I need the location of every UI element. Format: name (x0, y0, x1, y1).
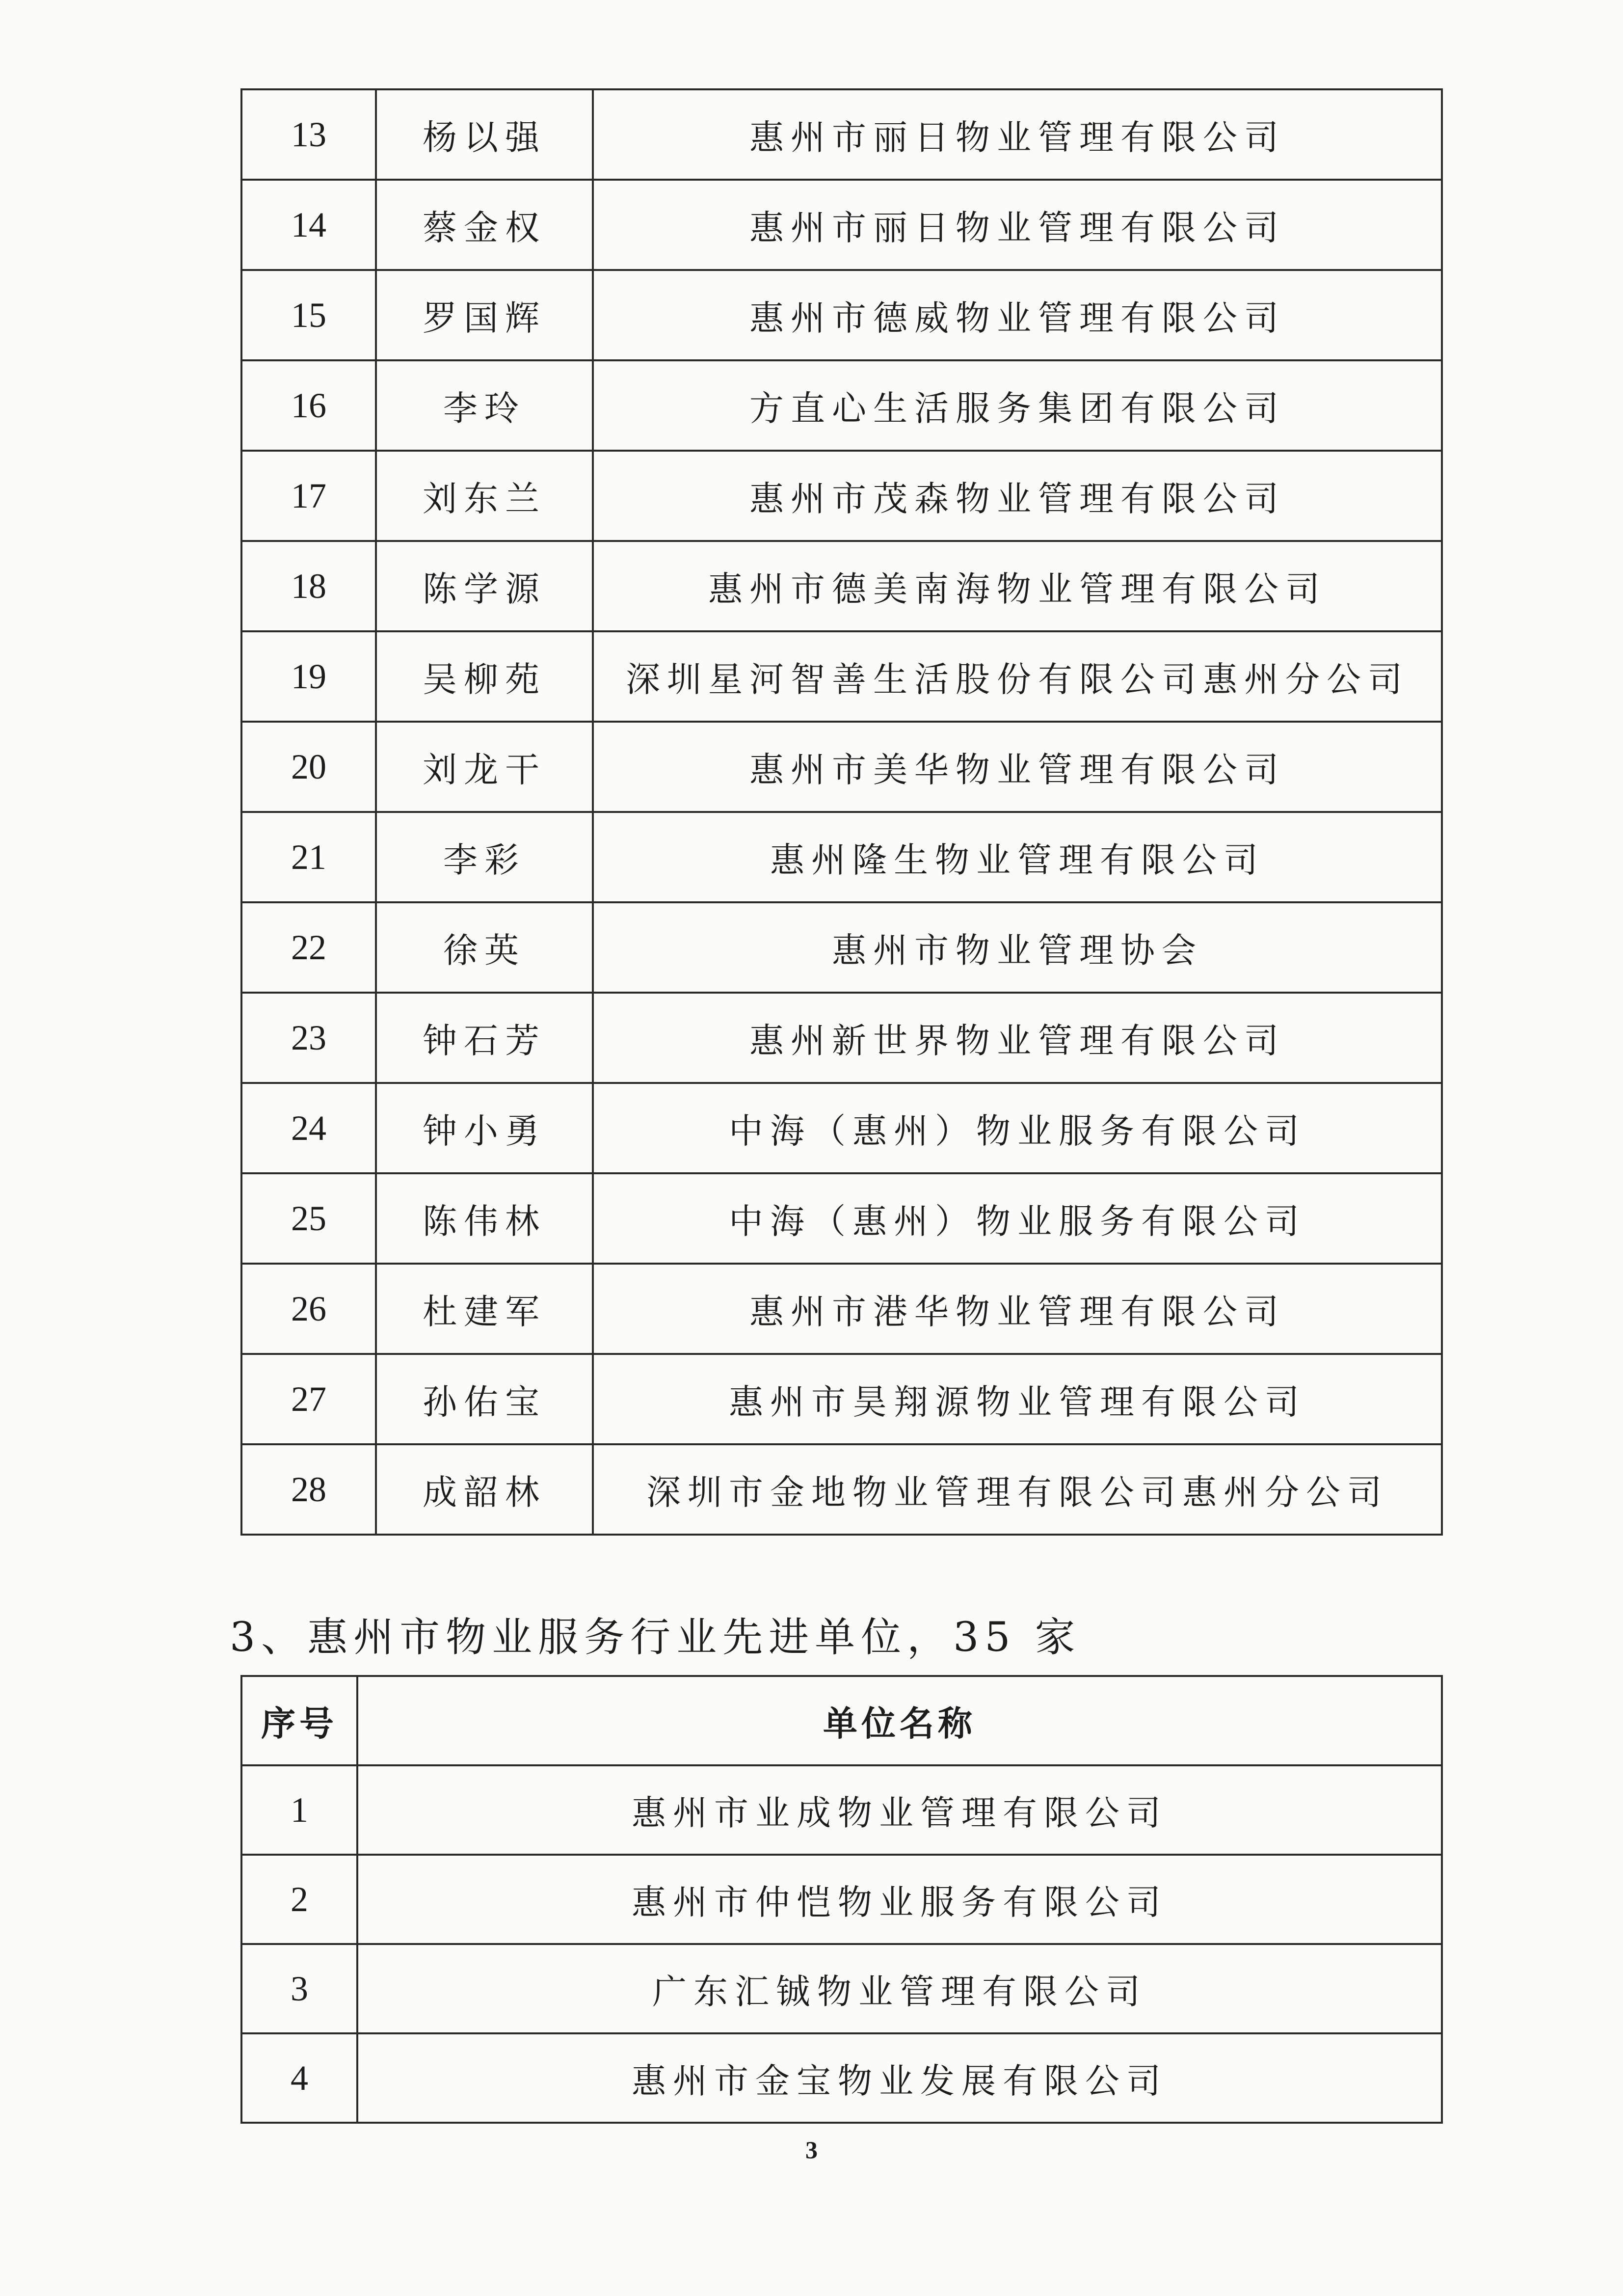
person-name: 吴柳苑 (376, 631, 593, 722)
table-row (241, 1444, 1442, 1535)
company-name: 惠州市物业管理协会 (593, 902, 1442, 993)
person-name: 李彩 (376, 812, 593, 902)
person-name: 钟小勇 (376, 1083, 593, 1173)
row-number: 3 (241, 1944, 357, 2033)
row-number: 24 (241, 1083, 376, 1173)
table-row (241, 993, 1442, 1083)
company-name: 惠州市丽日物业管理有限公司 (593, 180, 1442, 270)
row-number: 28 (241, 1444, 376, 1535)
company-name: 惠州市德威物业管理有限公司 (593, 270, 1442, 360)
row-number: 17 (241, 451, 376, 541)
table-row (241, 1264, 1442, 1354)
company-name: 惠州隆生物业管理有限公司 (593, 812, 1442, 902)
table-row (241, 902, 1442, 993)
company-name: 惠州市昊翔源物业管理有限公司 (593, 1354, 1442, 1444)
table-row (241, 1083, 1442, 1173)
person-name: 徐英 (376, 902, 593, 993)
person-name: 杜建军 (376, 1264, 593, 1354)
company-name: 惠州市丽日物业管理有限公司 (593, 89, 1442, 180)
unit-name: 惠州市仲恺物业服务有限公司 (357, 1855, 1442, 1944)
table-row (241, 631, 1442, 722)
table-row (241, 451, 1442, 541)
person-name: 成韶林 (376, 1444, 593, 1535)
individual-honor-table-body (241, 89, 1442, 1535)
table-row (241, 1855, 1442, 1944)
company-name: 惠州市茂森物业管理有限公司 (593, 451, 1442, 541)
table-row (241, 1354, 1442, 1444)
individual-honor-table (240, 88, 1443, 1536)
company-name: 惠州新世界物业管理有限公司 (593, 993, 1442, 1083)
table-row (241, 2033, 1442, 2123)
page-number: 3 (805, 2136, 818, 2163)
row-number: 23 (241, 993, 376, 1083)
row-number: 13 (241, 89, 376, 180)
person-name: 蔡金权 (376, 180, 593, 270)
row-number: 2 (241, 1855, 357, 1944)
person-name: 钟石芳 (376, 993, 593, 1083)
row-number: 18 (241, 541, 376, 631)
row-number: 25 (241, 1173, 376, 1264)
row-number: 15 (241, 270, 376, 360)
row-number: 19 (241, 631, 376, 722)
person-name: 刘东兰 (376, 451, 593, 541)
table-row (241, 1944, 1442, 2033)
row-number: 26 (241, 1264, 376, 1354)
header-unit-name: 单位名称 (357, 1676, 1442, 1765)
row-number: 16 (241, 360, 376, 451)
company-name: 惠州市港华物业管理有限公司 (593, 1264, 1442, 1354)
table-row (241, 89, 1442, 180)
company-name: 深圳市金地物业管理有限公司惠州分公司 (593, 1444, 1442, 1535)
table-row (241, 270, 1442, 360)
table-row (241, 541, 1442, 631)
table-row (241, 180, 1442, 270)
row-number: 14 (241, 180, 376, 270)
row-number: 27 (241, 1354, 376, 1444)
person-name: 刘龙干 (376, 722, 593, 812)
row-number: 22 (241, 902, 376, 993)
row-number: 20 (241, 722, 376, 812)
company-name: 中海（惠州）物业服务有限公司 (593, 1173, 1442, 1264)
company-name: 惠州市美华物业管理有限公司 (593, 722, 1442, 812)
person-name: 杨以强 (376, 89, 593, 180)
company-name: 深圳星河智善生活股份有限公司惠州分公司 (593, 631, 1442, 722)
table-row (241, 812, 1442, 902)
advanced-units-table (240, 1675, 1443, 2124)
table-row (241, 1173, 1442, 1264)
company-name: 方直心生活服务集团有限公司 (593, 360, 1442, 451)
person-name: 李玲 (376, 360, 593, 451)
person-name: 罗国辉 (376, 270, 593, 360)
row-number: 1 (241, 1765, 357, 1855)
row-number: 4 (241, 2033, 357, 2123)
unit-name: 惠州市金宝物业发展有限公司 (357, 2033, 1442, 2123)
person-name: 陈学源 (376, 541, 593, 631)
company-name: 惠州市德美南海物业管理有限公司 (593, 541, 1442, 631)
person-name: 陈伟林 (376, 1173, 593, 1264)
person-name: 孙佑宝 (376, 1354, 593, 1444)
table-row (241, 722, 1442, 812)
unit-name: 惠州市业成物业管理有限公司 (357, 1765, 1442, 1855)
company-name: 中海（惠州）物业服务有限公司 (593, 1083, 1442, 1173)
unit-name: 广东汇铖物业管理有限公司 (357, 1944, 1442, 2033)
table-header-row (241, 1676, 1442, 1765)
section-3-heading: 3、惠州市物业服务行业先进单位，35 家 (230, 1614, 1081, 1661)
advanced-units-table-body (241, 1765, 1442, 2123)
table-row (241, 1765, 1442, 1855)
row-number: 21 (241, 812, 376, 902)
table-row (241, 360, 1442, 451)
header-serial-number: 序号 (241, 1676, 357, 1765)
